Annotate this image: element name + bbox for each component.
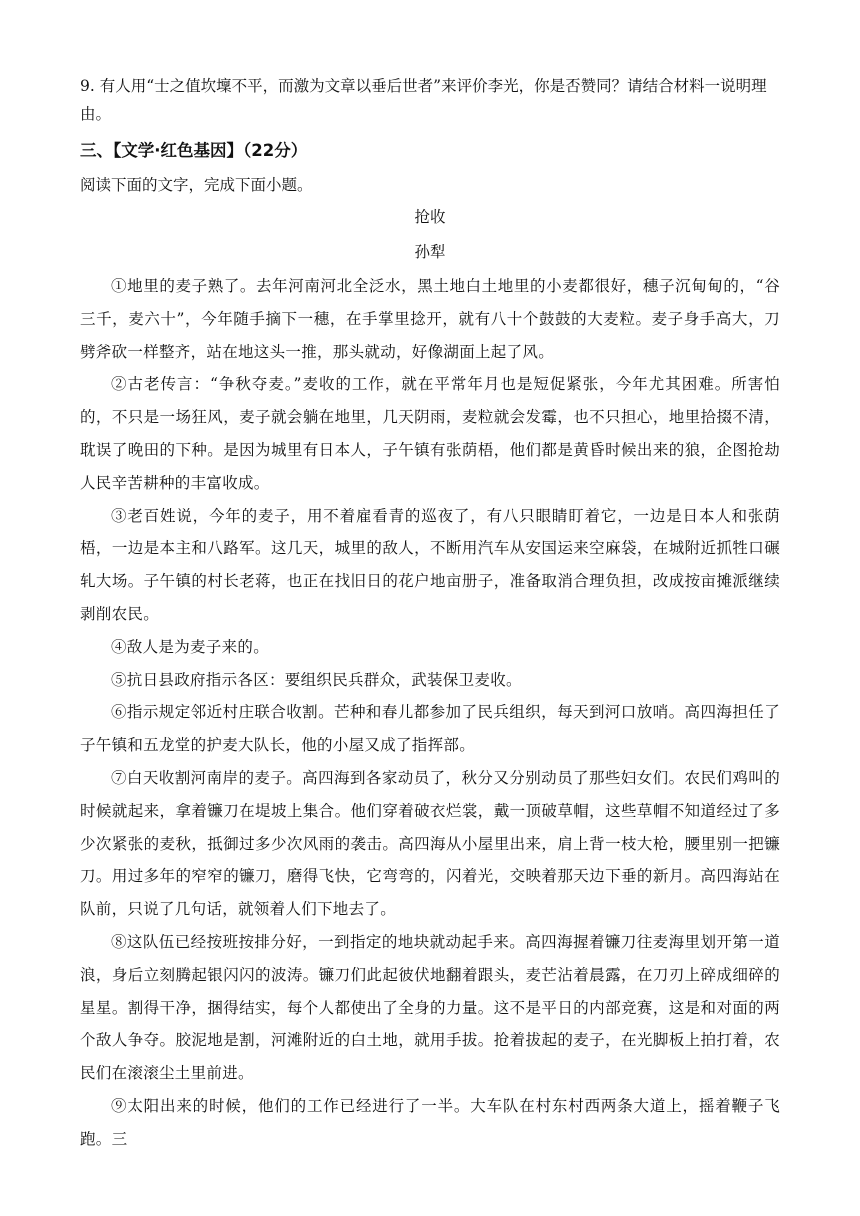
article-title: 抢收: [414, 208, 446, 226]
paragraph-5: ⑤抗日县政府指示各区：要组织民兵群众，武装保卫麦收。: [111, 670, 522, 689]
paragraph-3: ③老百姓说，今年的麦子，用不着雇看青的巡夜了，有八只眼睛盯着它，一边是日本人和张荫梧，一边是本主和八路军。这几天，城里的敌人，不断用汽车从安国运来空麻袋，在城附近抓牲口碾轧大场。子午镇的村长老蒋，也正在找旧日的花户地亩册子，准备取消合理负担，改成按亩摊派继续剥削农民。: [80, 506, 780, 623]
section-instruction: 阅读下面的文字，完成下面小题。: [80, 176, 313, 194]
question-9: 9. 有人用“士之值坎壈不平，而激为文章以垂后世者”来评价李光，你是否赞同？请结合材料一说明理由。: [80, 77, 767, 123]
paragraph-7: ⑦白天收割河南岸的麦子。高四海到各家动员了，秋分又分别动员了那些妇女们。农民们鸡叫的时候就起来，拿着镰刀在堤坡上集合。他们穿着破衣烂裳，戴一顶破草帽，这些草帽不知道经过了多少次紧张的麦秋，抵御过多少次风雨的袭击。高四海从小屋里出来，肩上背一枝大枪，腰里别一把镰刀。用过多年的窄窄的镰刀，磨得飞快，它弯弯的，闪着光，交映着那天边下垂的新月。高四海站在队前，只说了几句话，就领着人们下地去了。: [80, 768, 780, 919]
paragraph-2: ②古老传言：“争秋夺麦。”麦收的工作，就在平常年月也是短促紧张，今年尤其困难。所害怕的，不只是一场狂风，麦子就会躺在地里，几天阴雨，麦粒就会发霉，也不只担心，地里拾掇不清，耽误了晚田的下种。是因为城里有日本人，子午镇有张荫梧，他们都是黄昏时候出来的狼，企图抢劫人民辛苦耕种的丰富收成。: [80, 375, 780, 492]
paragraph-4: ④敌人是为麦子来的。: [111, 637, 270, 656]
paragraph-8: ⑧这队伍已经按班按排分好，一到指定的地块就动起手来。高四海握着镰刀往麦海里划开第一道浪，身后立刻腾起银闪闪的波涛。镰刀们此起彼伏地翻着跟头，麦芒沾着晨露，在刀刃上碎成细碎的星星。割得干净，捆得结实，每个人都使出了全身的力量。这不是平日的内部竞赛，这是和对面的两个敌人争夺。胶泥地是割，河滩附近的白土地，就用手拔。抢着拔起的麦子，在光脚板上拍打着，农民们在滚滚尘土里前进。: [80, 932, 780, 1083]
article-author: 孙犁: [414, 243, 446, 261]
paragraph-1: ①地里的麦子熟了。去年河南河北全泛水，黑土地白土地里的小麦都很好，穗子沉甸甸的，“谷三千，麦六十”，今年随手摘下一穗，在手掌里捻开，就有八十个鼓鼓的大麦粒。麦子身手高大，刀劈斧砍一样整齐，站在地这头一推，那头就动，好像湖面上起了风。: [80, 277, 780, 361]
article-body: [80, 270, 780, 1156]
paragraph-9: ⑨太阳出来的时候，他们的工作已经进行了一半。大车队在村东村西两条大道上，摇着鞭子飞跑。三: [80, 1096, 780, 1148]
paragraph-6: ⑥指示规定邻近村庄联合收割。芒种和春儿都参加了民兵组织，每天到河口放哨。高四海担任了子午镇和五龙堂的护麦大队长，他的小屋又成了指挥部。: [80, 703, 780, 755]
section-title: 三、【文学·红色基因】（22分）: [80, 141, 308, 160]
